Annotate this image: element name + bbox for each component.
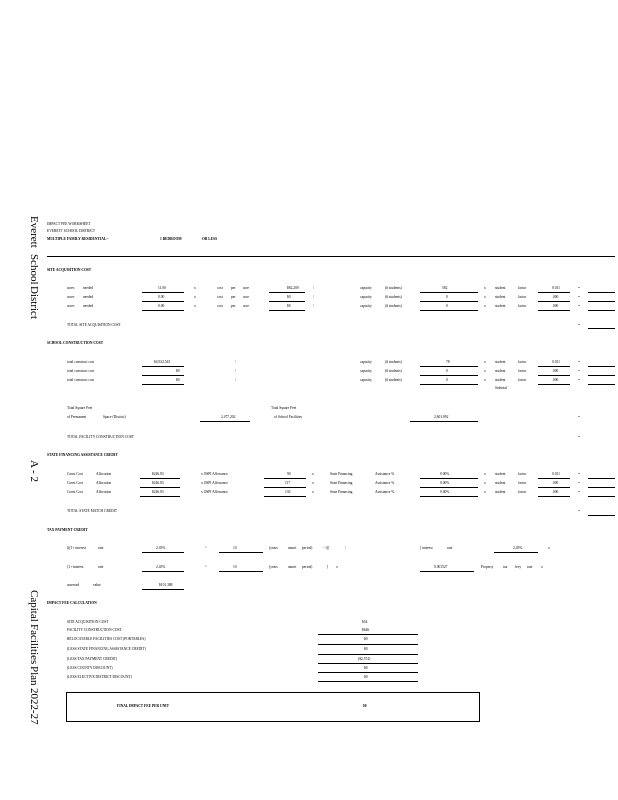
calc-underline <box>318 672 418 673</box>
tax-cell: amort <box>288 565 297 569</box>
state-underline <box>264 478 306 479</box>
site-cell: student <box>495 295 506 299</box>
site-underline <box>588 310 615 311</box>
school-underline <box>142 384 184 385</box>
state-cell: Assistance % <box>375 472 395 476</box>
site-cell: needed <box>83 304 94 308</box>
school-cell: factor <box>518 378 527 382</box>
facility-total-label: TOTAL FACILITY CONSTRUCTION COST <box>67 435 134 439</box>
site-section-title: SITE ACQUISITION COST <box>47 268 92 272</box>
school-cell: (# students) <box>385 378 402 382</box>
calc-underline <box>318 634 418 635</box>
final-fee-value: $0 <box>363 704 367 708</box>
tax-cell: ^ <box>205 565 207 569</box>
site-underline <box>538 301 570 302</box>
school-underline <box>588 375 615 376</box>
side-label-capital: Capital <box>28 590 40 622</box>
site-cell: acre <box>243 304 249 308</box>
school-cell: x <box>484 360 486 364</box>
tax-cell: (1 +interest <box>67 565 84 569</box>
header-rule <box>47 256 615 257</box>
state-total-label: TOTAL STATE MATCH CREDIT <box>67 509 118 513</box>
site-cell: 0.00 <box>158 295 165 299</box>
state-cell: x OSPI Allowance <box>201 490 228 494</box>
school-cell: = <box>578 360 581 364</box>
tax-cell: - 1)] <box>323 546 330 550</box>
state-underline <box>538 478 570 479</box>
school-cell: capacity <box>360 378 372 382</box>
side-label-year: 2022-27 <box>28 688 40 725</box>
bedroom-label: 1 BEDROOM <box>160 237 182 241</box>
tax-cell: 2.45% <box>513 546 523 550</box>
school-underline <box>420 384 478 385</box>
calc-row-value: ($2,574) <box>358 657 371 661</box>
site-cell: capacity <box>360 295 372 299</box>
state-cell: Const Cost <box>67 481 83 485</box>
district-name: EVERETT SCHOOL DISTRICT <box>47 229 96 233</box>
side-label-school: School <box>28 254 40 285</box>
side-label-plan: Plan <box>28 666 40 686</box>
school-cell: (# students) <box>385 369 402 373</box>
calc-row-label: (LESS TAX PAYMENT CREDIT) <box>67 657 118 661</box>
state-section-title: STATE FINANCING ASSISTANCE CREDIT <box>47 453 118 457</box>
state-underline <box>588 496 615 497</box>
tax-cell: rate <box>447 546 453 550</box>
sqft-perm-label-1: Total Square Feet <box>67 406 93 410</box>
school-cell: capacity <box>360 360 372 364</box>
school-cell: / <box>235 378 236 382</box>
site-underline <box>142 292 184 293</box>
site-cell: needed <box>83 295 94 299</box>
site-underline <box>142 301 184 302</box>
state-cell: 117 <box>285 481 291 485</box>
tax-cell: [ interest <box>420 546 433 550</box>
orless-label: OR LESS <box>202 237 218 241</box>
calc-underline <box>318 663 418 664</box>
state-cell: x <box>484 490 486 494</box>
calc-underline <box>318 654 418 655</box>
state-underline <box>538 496 570 497</box>
state-underline <box>588 478 615 479</box>
tax-cell: x <box>548 546 550 550</box>
site-total-eq: = <box>578 323 581 327</box>
tax-cell: 10 <box>233 546 237 550</box>
calc-row-label: (LESS STATE FINANCING ASSISTANCE CREDIT) <box>67 647 146 651</box>
state-cell: 0.00% <box>440 481 450 485</box>
site-cell: 0 <box>446 304 448 308</box>
calc-row-value: $54 <box>362 620 368 624</box>
school-cell: 0 <box>446 378 448 382</box>
school-cell: total construct cost <box>67 360 95 364</box>
state-cell: = <box>578 481 581 485</box>
state-cell: x <box>312 481 314 485</box>
site-cell: acres <box>67 295 75 299</box>
side-label-a2: A - 2 <box>28 460 40 482</box>
site-cell: x <box>194 304 196 308</box>
site-cell: acre <box>243 286 249 290</box>
site-cell: factor <box>518 304 527 308</box>
side-label-everett: Everett <box>28 216 40 248</box>
state-cell: State Financing <box>330 472 353 476</box>
tax-cell: period) <box>302 546 313 550</box>
site-cell: x <box>194 286 196 290</box>
site-cell: (# students) <box>385 286 402 290</box>
site-cell: .000 <box>552 304 559 308</box>
site-cell: per <box>231 304 236 308</box>
tax-cell: x <box>336 565 338 569</box>
calc-section-title: IMPACT FEE CALCULATION <box>47 601 97 605</box>
site-cell: 0.011 <box>552 286 560 290</box>
tax-underline <box>219 552 263 553</box>
school-cell: / <box>235 360 236 364</box>
site-cell: $0 <box>287 295 291 299</box>
state-underline <box>420 487 478 488</box>
sqft-perm-value: 2,477,202 <box>221 415 236 419</box>
site-cell: x <box>194 295 196 299</box>
sqft-school-value: 2,601,992 <box>434 415 449 419</box>
state-cell: 0.00% <box>440 472 450 476</box>
site-cell: acres <box>67 304 75 308</box>
site-cell: student <box>495 304 506 308</box>
school-cell: = <box>578 378 581 382</box>
sqft-perm-label-3: Space (District) <box>103 415 126 419</box>
state-cell: .000 <box>552 490 559 494</box>
site-cell: = <box>578 295 581 299</box>
state-cell: factor <box>518 472 527 476</box>
assessed-label: assessed <box>67 583 80 587</box>
calc-row-label: RELOCATABLE FACILITIES COST (PORTABLES) <box>67 637 146 641</box>
state-cell: Assistance % <box>375 490 395 494</box>
tax-cell: 0.001527 <box>434 565 448 569</box>
calc-underline <box>318 644 418 645</box>
state-cell: Allocation <box>96 472 112 476</box>
site-cell: 11.00 <box>158 286 166 290</box>
site-cell: per <box>231 286 236 290</box>
school-cell: factor <box>518 360 527 364</box>
school-cell: 78 <box>446 360 450 364</box>
calc-row-label: (LESS ELECTIVE DISTRICT DISCOUNT) <box>67 675 132 679</box>
site-cell: .000 <box>552 295 559 299</box>
state-cell: 130 <box>285 490 291 494</box>
site-underline <box>588 292 615 293</box>
state-underline <box>140 487 180 488</box>
school-underline <box>538 375 570 376</box>
state-cell: State Financing <box>330 490 353 494</box>
site-cell: 0.00 <box>158 304 165 308</box>
school-cell: 0 <box>446 369 448 373</box>
site-total-line <box>588 328 615 329</box>
school-cell: = <box>578 369 581 373</box>
state-cell: Allocation <box>96 490 112 494</box>
school-cell: student <box>495 369 506 373</box>
site-underline <box>538 292 570 293</box>
state-underline <box>420 496 478 497</box>
school-underline <box>420 375 478 376</box>
state-cell: factor <box>518 490 527 494</box>
site-underline <box>269 310 305 311</box>
state-underline <box>140 496 180 497</box>
site-cell: per <box>231 295 236 299</box>
state-underline <box>538 487 570 488</box>
school-underline <box>142 375 184 376</box>
tax-cell: Property <box>481 565 494 569</box>
site-underline <box>269 301 305 302</box>
state-cell: factor <box>518 481 527 485</box>
school-cell: .000 <box>552 369 559 373</box>
school-cell: x <box>484 378 486 382</box>
state-cell: State Financing <box>330 481 353 485</box>
site-underline <box>420 310 478 311</box>
state-cell: x OSPI Allowance <box>201 472 228 476</box>
site-underline <box>538 310 570 311</box>
state-underline <box>588 487 615 488</box>
state-total-line <box>588 515 615 516</box>
state-cell: Assistance % <box>375 481 395 485</box>
site-underline <box>269 292 305 293</box>
state-cell: .000 <box>552 481 559 485</box>
school-underline <box>538 366 570 367</box>
sqft-eq: = <box>578 415 581 419</box>
calc-row-value: $646 <box>362 628 370 632</box>
state-underline <box>420 478 478 479</box>
state-cell: $246.83 <box>152 490 164 494</box>
state-underline <box>264 496 306 497</box>
school-cell: / <box>235 369 236 373</box>
sqft-school-label-2: of School Facilities <box>274 415 302 419</box>
state-cell: 0.011 <box>552 472 560 476</box>
state-cell: student <box>495 481 506 485</box>
calc-underline <box>318 681 418 682</box>
calc-row-value: $0 <box>364 647 368 651</box>
site-cell: x <box>484 295 486 299</box>
school-cell: factor <box>518 369 527 373</box>
site-cell: needed <box>83 286 94 290</box>
tax-cell: ] <box>327 565 329 569</box>
site-cell: capacity <box>360 286 372 290</box>
tax-cell: 2.45% <box>156 546 166 550</box>
final-fee-label: FINAL IMPACT FEE PER UNIT <box>117 704 169 708</box>
site-cell: (# students) <box>385 304 402 308</box>
side-label-facilities: Facilities <box>28 624 40 665</box>
state-cell: Const Cost <box>67 490 83 494</box>
site-cell: cost <box>217 286 223 290</box>
site-cell: = <box>578 286 581 290</box>
site-cell: cost <box>217 304 223 308</box>
site-cell: 0 <box>446 295 448 299</box>
school-cell: $4,922,543 <box>154 360 171 364</box>
school-cell: student <box>495 360 506 364</box>
state-cell: $246.83 <box>152 481 164 485</box>
assessed-label-value: value <box>93 583 101 587</box>
site-underline <box>420 292 478 293</box>
site-cell: student <box>495 286 506 290</box>
state-cell: x OSPI Allowance <box>201 481 228 485</box>
calc-row-value: $0 <box>364 675 368 679</box>
tax-cell: (years <box>269 565 278 569</box>
site-underline <box>420 301 478 302</box>
assessed-value: $101,388 <box>159 583 173 587</box>
school-cell: total construct cost <box>67 378 95 382</box>
sqft-perm-underline <box>200 421 250 422</box>
site-cell: capacity <box>360 304 372 308</box>
facility-total-eq: = <box>578 435 581 439</box>
sqft-school-label-1: Total Square Feet <box>271 406 297 410</box>
site-cell: / <box>313 286 314 290</box>
tax-underline <box>494 552 538 553</box>
residential-type: MULTIPLE FAMILY RESIDENTIAL-- <box>47 237 109 241</box>
state-cell: Allocation <box>96 481 112 485</box>
worksheet-title: IMPACT FEE WORKSHEET <box>47 222 91 226</box>
tax-cell: [((1+ interest <box>67 546 86 550</box>
tax-section-title: TAX PAYMENT CREDIT <box>47 528 88 532</box>
school-cell: x <box>484 369 486 373</box>
tax-cell: ^ <box>205 546 207 550</box>
site-total-label: TOTAL SITE ACQUISITION COST <box>67 323 121 327</box>
calc-row-label: (LESS COUNTY DISCOUNT) <box>67 666 113 670</box>
tax-underline <box>142 552 184 553</box>
school-underline <box>420 366 478 367</box>
tax-cell: rate <box>98 565 104 569</box>
school-underline <box>588 366 615 367</box>
tax-cell: rate <box>527 565 533 569</box>
site-underline <box>142 310 184 311</box>
site-underline <box>588 301 615 302</box>
site-cell: $0 <box>287 304 291 308</box>
state-underline <box>264 487 306 488</box>
site-cell: x <box>484 304 486 308</box>
school-underline <box>142 366 184 367</box>
site-cell: x <box>484 286 486 290</box>
tax-cell: / <box>345 546 346 550</box>
tax-cell: period) <box>302 565 313 569</box>
state-cell: = <box>578 472 581 476</box>
state-cell: x <box>312 490 314 494</box>
tax-underline <box>219 571 263 572</box>
site-cell: $82,200 <box>287 286 299 290</box>
state-cell: student <box>495 472 506 476</box>
site-cell: (# students) <box>385 295 402 299</box>
assessed-underline <box>142 589 184 590</box>
site-cell: / <box>313 304 314 308</box>
school-cell: .000 <box>552 378 559 382</box>
side-label-district: District <box>28 286 40 319</box>
tax-cell: 10 <box>233 565 237 569</box>
tax-cell: 2.45% <box>156 565 166 569</box>
school-cell: total construct cost <box>67 369 95 373</box>
school-cell: (# students) <box>385 360 402 364</box>
school-underline <box>588 384 615 385</box>
tax-underline <box>420 571 474 572</box>
school-cell: student <box>495 378 506 382</box>
tax-cell: tax <box>503 565 508 569</box>
site-cell: factor <box>518 286 527 290</box>
state-underline <box>140 478 180 479</box>
calc-row-label: SITE ACQUISITION COST <box>67 620 109 624</box>
school-cell: capacity <box>360 369 372 373</box>
state-total-eq: = <box>578 509 581 513</box>
tax-cell: levy <box>515 565 522 569</box>
school-cell: $0 <box>176 369 180 373</box>
site-cell: cost <box>217 295 223 299</box>
tax-underline <box>142 571 184 572</box>
tax-cell: x <box>541 565 543 569</box>
state-cell: x <box>484 472 486 476</box>
school-subtotal: Subtotal <box>495 386 507 390</box>
sqft-perm-label-2: of Permanent <box>67 415 87 419</box>
tax-cell: amort <box>288 546 297 550</box>
state-cell: Const Cost <box>67 472 83 476</box>
tax-cell: (years <box>269 546 278 550</box>
calc-row-label: FACILITY CONSTRUCTION COST <box>67 628 122 632</box>
state-cell: student <box>495 490 506 494</box>
site-cell: 582 <box>442 286 448 290</box>
site-cell: factor <box>518 295 527 299</box>
state-cell: x <box>312 472 314 476</box>
sqft-school-underline <box>410 421 478 422</box>
school-section-title: SCHOOL CONSTRUCTION COST <box>47 341 104 345</box>
state-cell: $246.83 <box>152 472 164 476</box>
school-underline <box>538 384 570 385</box>
state-cell: 90 <box>287 472 291 476</box>
tax-cell: rate <box>98 546 104 550</box>
site-cell: / <box>313 295 314 299</box>
school-cell: 0.011 <box>552 360 560 364</box>
site-cell: acres <box>67 286 75 290</box>
state-cell: 0.00% <box>440 490 450 494</box>
calc-row-value: $0 <box>364 637 368 641</box>
site-cell: acre <box>243 295 249 299</box>
school-cell: $0 <box>176 378 180 382</box>
state-cell: x <box>484 481 486 485</box>
site-cell: = <box>578 304 581 308</box>
state-cell: = <box>578 490 581 494</box>
calc-row-value: $0 <box>364 666 368 670</box>
